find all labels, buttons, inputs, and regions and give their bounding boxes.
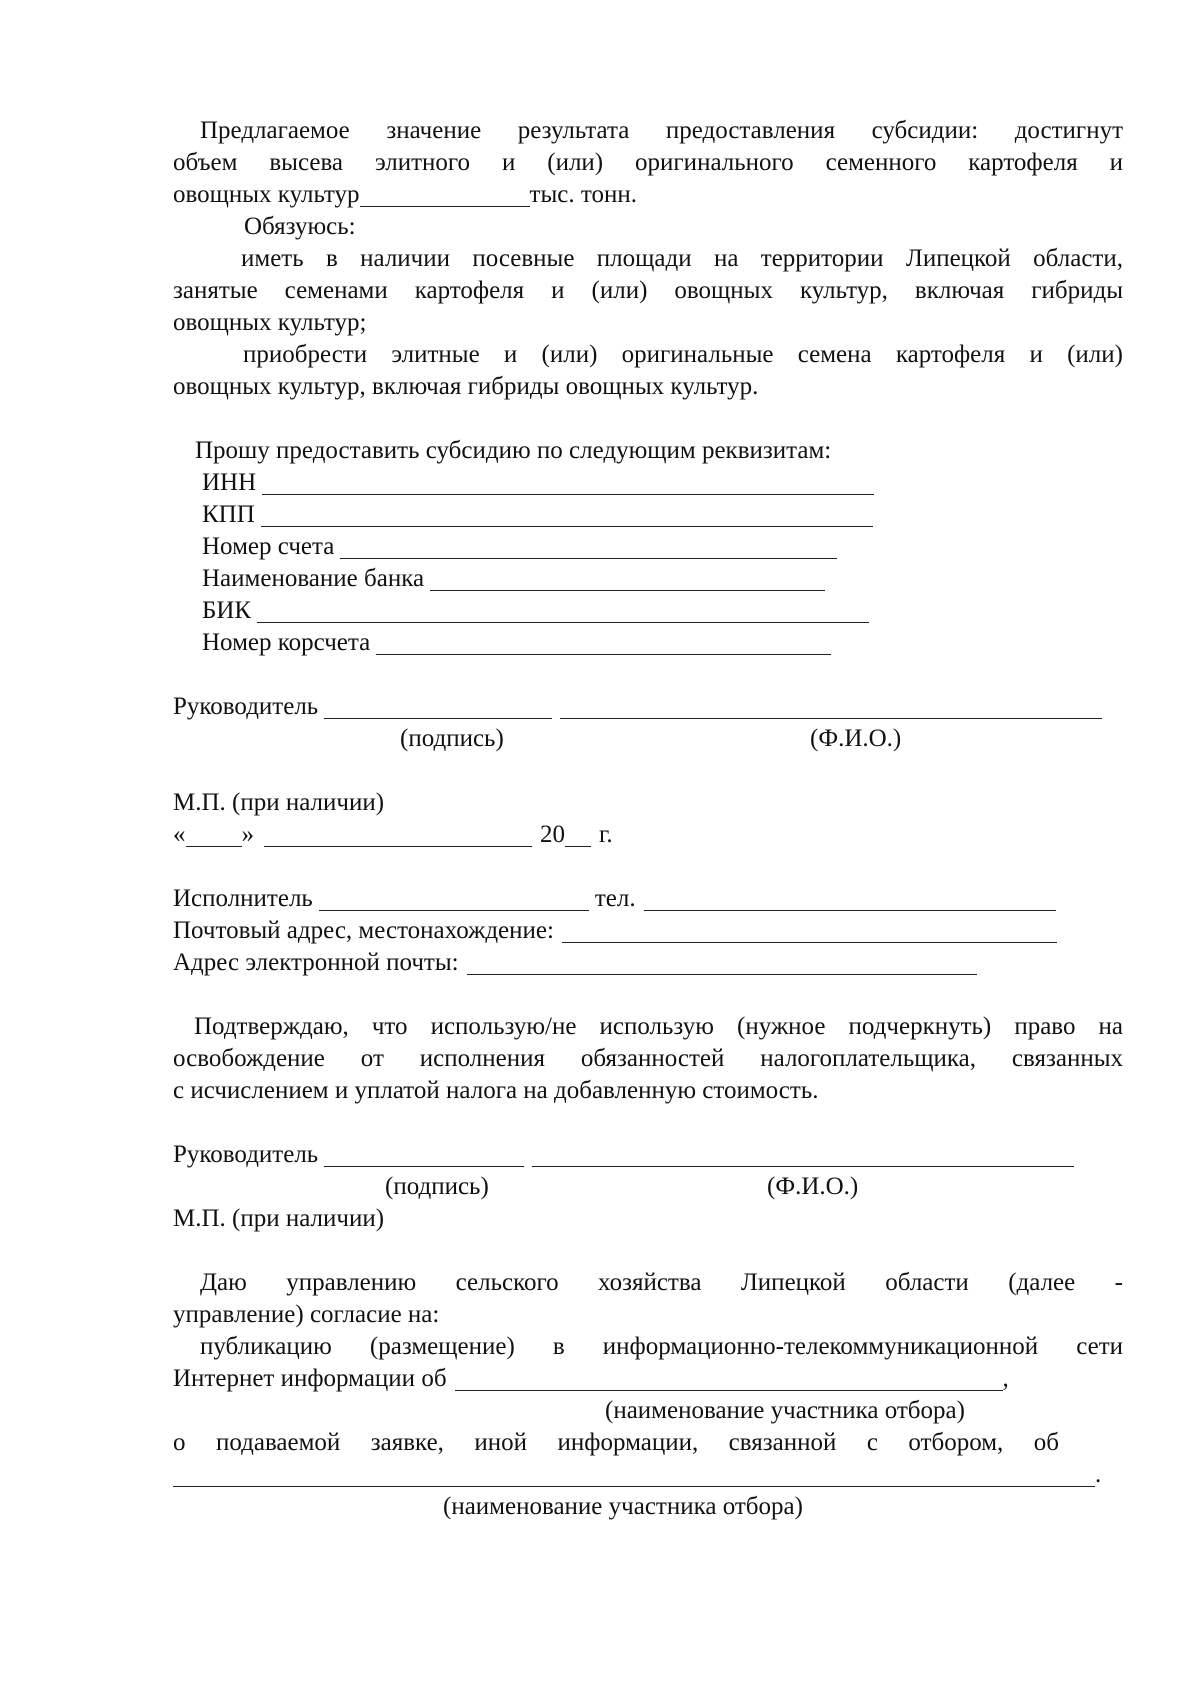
executor-field[interactable] xyxy=(319,884,589,911)
obligation1-line2: занятые семенами картофеля и (или) овощных культур, включая гибриды xyxy=(173,277,1123,304)
sign1-caption-signature: (подпись) xyxy=(400,725,504,752)
email-label: Адрес электронной почты: xyxy=(173,949,459,976)
para1-line3 xyxy=(173,179,1123,211)
bank-field[interactable] xyxy=(430,564,825,591)
consent-line6-end: . xyxy=(1095,1461,1102,1488)
date-year-prefix: 20 xyxy=(540,821,565,848)
form-page xyxy=(173,115,1123,1523)
account-field[interactable] xyxy=(340,532,837,559)
phone-field[interactable] xyxy=(644,884,1056,911)
address-label: Почтовый адрес, местонахождение: xyxy=(173,917,554,944)
date-quote-open: « xyxy=(173,821,186,848)
date-year-suffix: г. xyxy=(599,821,613,848)
inn-label: ИНН xyxy=(202,469,257,496)
sign1-signature-field[interactable] xyxy=(324,692,552,719)
consent-caption2-row xyxy=(173,1491,1123,1523)
kpp-label: КПП xyxy=(202,501,255,528)
obligation1-line1: иметь в наличии посевные площади на территории Липецкой области, xyxy=(241,245,1123,272)
sign1-row xyxy=(173,691,1123,723)
para1-line3-start: овощных культур xyxy=(173,181,360,208)
inn-field[interactable] xyxy=(262,468,874,495)
vat-line2: освобождение от исполнения обязанностей налогоплательщика, связанных xyxy=(173,1045,1123,1072)
consent-line4-start: Интернет информации об xyxy=(173,1365,447,1392)
date-row xyxy=(173,819,1123,851)
date-year-field[interactable] xyxy=(565,820,591,847)
consent-caption1: (наименование участника отбора) xyxy=(605,1397,965,1424)
sign2-caption-signature: (подпись) xyxy=(385,1173,489,1200)
requisites-heading: Прошу предоставить субсидию по следующим реквизитам: xyxy=(195,437,832,464)
date-month-field[interactable] xyxy=(264,820,532,847)
consent-line3: публикацию (размещение) в информационно-телекоммуникационной сети xyxy=(200,1333,1123,1360)
consent-caption1-row xyxy=(173,1395,1123,1427)
obligation2-line1: приобрести элитные и (или) оригинальные семена картофеля и (или) xyxy=(243,341,1123,368)
sign1-name-field[interactable] xyxy=(560,692,1102,719)
sign2-stamp: М.П. (при наличии) xyxy=(173,1205,385,1232)
vat-line3: с исчислением и уплатой налога на добавленную стоимость. xyxy=(173,1077,819,1104)
consent-line5: о подаваемой заявке, иной информации, связанной с отбором, об xyxy=(173,1429,1059,1456)
account-label: Номер счета xyxy=(202,533,335,560)
para1-line2: объем высева элитного и (или) оригинального семенного картофеля и xyxy=(173,149,1123,176)
sign2-caption-name: (Ф.И.О.) xyxy=(767,1173,859,1200)
consent-line1: Даю управлению сельского хозяйства Липецкой области (далее - xyxy=(200,1269,1123,1296)
sign2-captions xyxy=(173,1171,1123,1203)
phone-label: тел. xyxy=(594,885,636,912)
result-value-field[interactable] xyxy=(360,180,530,207)
date-day-field[interactable] xyxy=(186,820,242,847)
consent-line4 xyxy=(173,1363,1123,1395)
corr-row xyxy=(173,627,1123,659)
bank-row xyxy=(173,563,1123,595)
bank-label: Наименование банка xyxy=(202,565,425,592)
vat-line1: Подтверждаю, что использую/не использую (нужное подчеркнуть) право на xyxy=(194,1013,1123,1040)
kpp-field[interactable] xyxy=(261,500,873,527)
obligations-heading: Обязуюсь: xyxy=(244,213,356,240)
bik-row xyxy=(173,595,1123,627)
bik-label: БИК xyxy=(202,597,252,624)
consent-line6 xyxy=(173,1459,1123,1491)
sign1-captions xyxy=(173,723,1123,755)
obligation1-line3: овощных культур; xyxy=(173,309,367,336)
account-row xyxy=(173,531,1123,563)
address-row xyxy=(173,915,1123,947)
consent-caption2: (наименование участника отбора) xyxy=(443,1493,803,1520)
kpp-row xyxy=(173,499,1123,531)
sign1-label: Руководитель xyxy=(173,693,319,720)
executor-label: Исполнитель xyxy=(173,885,313,912)
sign1-stamp: М.П. (при наличии) xyxy=(173,789,385,816)
participant-name-field-2[interactable] xyxy=(173,1460,1095,1487)
sign2-row xyxy=(173,1139,1123,1171)
consent-line4-end: , xyxy=(1002,1365,1009,1392)
sign2-label: Руководитель xyxy=(173,1141,319,1168)
para1-line3-end: тыс. тонн. xyxy=(529,181,637,208)
participant-name-field-1[interactable] xyxy=(455,1364,1003,1391)
inn-row xyxy=(173,467,1123,499)
obligation2-line2: овощных культур, включая гибриды овощных культур. xyxy=(173,373,759,400)
address-field[interactable] xyxy=(562,916,1057,943)
para1-line1: Предлагаемое значение результата предоставления субсидии: достигнут xyxy=(200,117,1123,144)
sign1-caption-name: (Ф.И.О.) xyxy=(810,725,902,752)
consent-line2: управление) согласие на: xyxy=(173,1301,440,1328)
email-row xyxy=(173,947,1123,979)
date-quote-close: » xyxy=(241,821,254,848)
bik-field[interactable] xyxy=(257,596,869,623)
sign2-name-field[interactable] xyxy=(532,1140,1074,1167)
corr-label: Номер корсчета xyxy=(202,629,371,656)
sign2-signature-field[interactable] xyxy=(324,1140,524,1167)
executor-row xyxy=(173,883,1123,915)
email-field[interactable] xyxy=(467,948,977,975)
corr-field[interactable] xyxy=(376,628,831,655)
